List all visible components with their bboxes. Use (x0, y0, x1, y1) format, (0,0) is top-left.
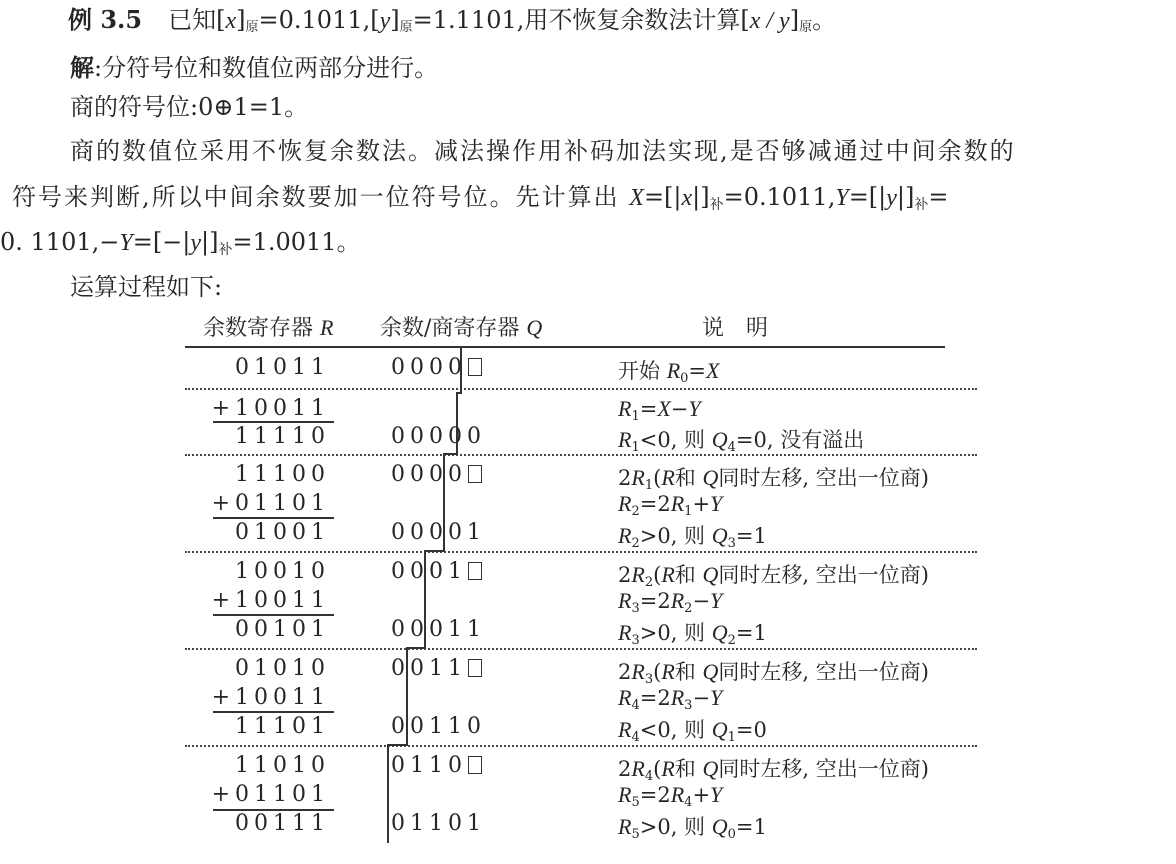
para-eq: |] (201, 228, 219, 256)
para-eq: = (928, 183, 949, 211)
empty-bit-box (468, 659, 482, 677)
para-eq: =[| (643, 183, 682, 211)
note-r3-result: R3>0, 则 Q2=1 (618, 620, 767, 648)
step-divider (185, 745, 977, 747)
remainder-value: +10011 (211, 685, 330, 710)
note-r1-def: R1=X−Y (618, 396, 701, 424)
note-r1-result: R1<0, 则 Q4=0, 没有溢出 (618, 427, 865, 455)
header-description: 说 明 (702, 316, 769, 341)
header-remainder-register: 余数寄存器 R (203, 315, 334, 341)
note-shift-3: 2R3(R和 Q同时左移, 空出一位商) (618, 659, 929, 687)
remainder-value: 01001 (235, 520, 330, 545)
para-text: 符号来判断,所以中间余数要加一位符号位。先计算出 (12, 183, 630, 211)
remainder-value: +01101 (211, 491, 330, 516)
solution-text: :分符号位和数值位两部分进行。 (94, 54, 439, 82)
remainder-value: 11100 (235, 462, 330, 487)
example-text-1: 已知[ (168, 6, 226, 34)
note-shift-1: 2R1(R和 Q同时左移, 空出一位商) (618, 465, 929, 493)
remainder-value: 11110 (235, 424, 330, 449)
var-y: y (379, 8, 391, 34)
sub-bu: 补 (914, 197, 929, 213)
quotient-value: 00011 (391, 617, 486, 642)
procedure-label: 运算过程如下: (70, 273, 223, 301)
note-r2-result: R2>0, 则 Q3=1 (618, 523, 767, 551)
quotient-value: 0110 (391, 753, 482, 778)
sign-line (70, 92, 308, 122)
sum-rule (213, 614, 334, 616)
paragraph-line-2 (12, 182, 948, 220)
bracket: ] (390, 6, 400, 34)
empty-bit-box (468, 756, 482, 774)
sub-bu: 补 (709, 197, 724, 213)
note-r5-def: R5=2R4+Y (618, 782, 723, 810)
quotient-value: 01101 (391, 811, 486, 836)
remainder-value: 00101 (235, 617, 330, 642)
para-eq: |] (692, 183, 710, 211)
para-text: 0. 1101,− (0, 228, 120, 256)
sub-yuan: 原 (799, 20, 813, 35)
var-Y: Y (119, 230, 133, 256)
para-eq: =[| (848, 183, 887, 211)
note-shift-2: 2R2(R和 Q同时左移, 空出一位商) (618, 562, 929, 590)
bracket: ] (789, 6, 800, 34)
var-xy: x / y (749, 8, 790, 34)
step-divider (185, 388, 977, 390)
remainder-value: 00111 (235, 811, 330, 836)
xor-symbol: ⊕ (213, 93, 234, 121)
note-start: 开始 R0=X (618, 358, 720, 386)
var-y: y (886, 185, 897, 211)
sub-yuan: 原 (399, 20, 413, 35)
note-r3-def: R3=2R2−Y (618, 588, 723, 616)
note-r4-def: R4=2R3−Y (618, 685, 723, 713)
paragraph-line-1: 商的数值位采用不恢复余数法。减法操作用补码加法实现,是否够减通过中间余数的 (70, 137, 1016, 165)
para-value: =1.0011。 (232, 228, 361, 256)
sum-rule (213, 517, 334, 519)
example-text-4: =1.1101,用不恢复余数法计算[ (412, 6, 750, 34)
quotient-value: 0000 (391, 355, 482, 380)
step-divider (185, 648, 977, 650)
remainder-value: 01011 (235, 355, 330, 380)
sign-text-2: 1=1。 (233, 93, 309, 121)
remainder-value: 11010 (235, 753, 330, 778)
var-x: x (681, 185, 693, 211)
sum-rule (213, 421, 334, 423)
var-X: X (629, 185, 644, 211)
quotient-value: 0011 (391, 656, 482, 681)
para-eq: |] (896, 183, 915, 211)
empty-bit-box (468, 562, 482, 580)
remainder-value: +10011 (211, 396, 330, 421)
example-text-3: =0.1011,[ (258, 6, 380, 34)
period: 。 (812, 6, 837, 34)
empty-bit-box (468, 465, 482, 483)
remainder-value: 11101 (235, 714, 330, 739)
note-shift-4: 2R4(R和 Q同时左移, 空出一位商) (618, 756, 929, 784)
quotient-value: 00000 (391, 424, 486, 449)
var-Y: Y (835, 185, 849, 211)
bracket: ] (236, 6, 246, 34)
empty-bit-box (468, 358, 482, 376)
para-value: =0.1011, (723, 183, 836, 211)
example-label: 例 3.5 (68, 5, 143, 34)
quotient-value: 0000 (391, 462, 482, 487)
sub-bu: 补 (218, 242, 233, 258)
solution-line (70, 53, 438, 83)
remainder-value: 10010 (235, 559, 330, 584)
sign-text-1: 商的符号位:0 (70, 93, 214, 121)
remainder-value: +01101 (211, 782, 330, 807)
note-r4-result: R4<0, 则 Q1=0 (618, 717, 767, 745)
remainder-value: 01010 (235, 656, 330, 681)
remainder-value: +10011 (211, 588, 330, 613)
para-eq: =[−| (132, 228, 191, 256)
header-rule (185, 346, 945, 348)
example-statement (68, 5, 836, 43)
header-quotient-register: 余数/商寄存器 Q (380, 315, 543, 341)
var-y: y (190, 230, 202, 256)
note-r5-result: R5>0, 则 Q0=1 (618, 814, 767, 842)
step-divider (185, 551, 977, 553)
quotient-value: 00110 (391, 714, 486, 739)
solution-label: 解 (70, 53, 94, 82)
paragraph-line-3 (0, 227, 361, 265)
quotient-value: 00001 (391, 520, 486, 545)
sum-rule (213, 711, 334, 713)
var-x: x (225, 8, 237, 34)
sub-yuan: 原 (245, 20, 259, 35)
quotient-value: 0001 (391, 559, 482, 584)
note-r2-def: R2=2R1+Y (618, 491, 723, 519)
